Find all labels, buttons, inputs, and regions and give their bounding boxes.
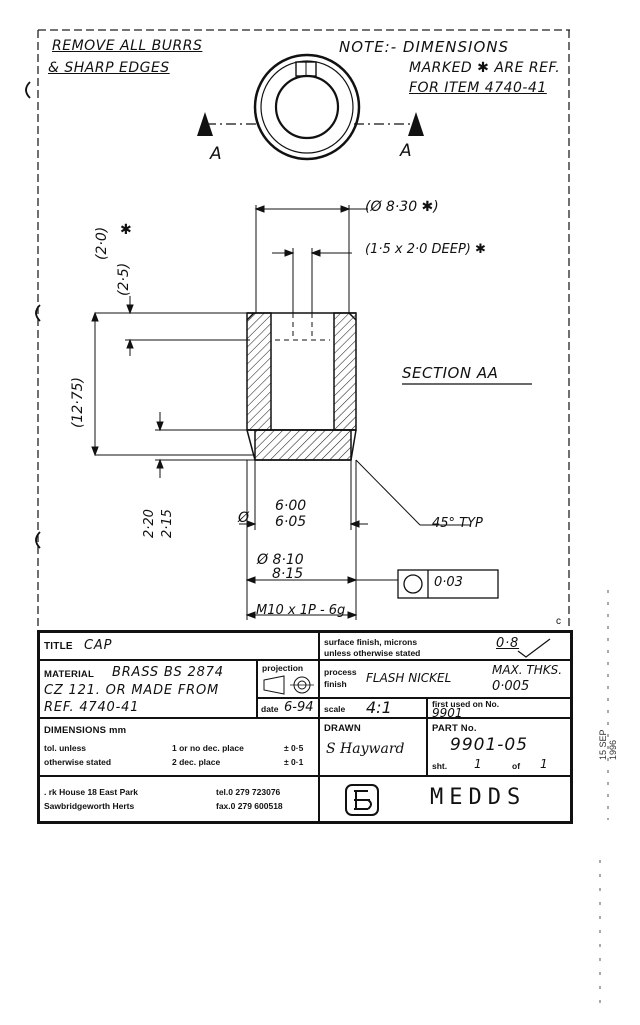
note-left-line2: & SHARP EDGES bbox=[48, 60, 170, 76]
first-used-label: first used on No. bbox=[432, 699, 500, 709]
material-line3: REF. 4740-41 bbox=[44, 700, 140, 715]
dim-bore-2: 6·05 bbox=[275, 514, 307, 530]
max-thk-label: MAX. THKS. bbox=[492, 663, 563, 677]
tol-label-1: tol. unless bbox=[44, 743, 87, 753]
projection-cell bbox=[257, 660, 319, 698]
projection-label: projection bbox=[262, 663, 304, 673]
surface-label-1: surface finish, microns bbox=[324, 637, 418, 647]
projection-symbol-icon bbox=[262, 674, 316, 696]
material-line1: BRASS BS 2874 bbox=[112, 665, 224, 680]
first-used-cell bbox=[427, 698, 571, 718]
dim-od-2: 8·15 bbox=[272, 566, 304, 582]
of-label: of bbox=[512, 761, 521, 771]
date-label: date bbox=[261, 704, 279, 714]
side-stamp: 15 SEP 1996 bbox=[598, 729, 618, 760]
part-value: 9901-05 bbox=[450, 735, 529, 755]
section-line bbox=[197, 112, 424, 136]
drawn-signature: S Hayward bbox=[326, 741, 405, 757]
dim-hole-ref: (1·5 x 2·0 DEEP) ✱ bbox=[365, 242, 486, 257]
dim-chamfer: 45° TYP bbox=[432, 516, 483, 531]
scale-value: 4:1 bbox=[366, 698, 392, 717]
concentricity-icon bbox=[404, 575, 422, 593]
date-value: 6-94 bbox=[284, 700, 314, 715]
surface-value: 0·8 bbox=[496, 636, 520, 651]
surface-cell bbox=[319, 632, 571, 660]
tel: tel.0 279 723076 bbox=[216, 787, 281, 797]
dim-thread-len-1: 2·20 bbox=[142, 509, 157, 538]
tol-row2-val: ± 0·1 bbox=[284, 757, 304, 767]
scale-cell bbox=[319, 698, 427, 718]
max-thk-value: 0·005 bbox=[492, 679, 530, 694]
dim-vert-ref-2: (2·5) bbox=[116, 262, 132, 296]
tol-row1-text: 1 or no dec. place bbox=[172, 743, 244, 753]
dim-vert-ref-1: (2·0) bbox=[94, 226, 110, 260]
title-label: TITLE bbox=[44, 641, 73, 652]
dims-label: DIMENSIONS mm bbox=[44, 725, 127, 736]
dim-dia-ref: (Ø 8·30 ✱) bbox=[365, 199, 439, 215]
corner-mark: c bbox=[556, 616, 561, 627]
dim-thread-len-2: 2·15 bbox=[160, 509, 175, 538]
note-right-line1: NOTE:- DIMENSIONS bbox=[339, 38, 510, 56]
dim-vert-ref-star: ✱ bbox=[120, 222, 132, 238]
material-label: MATERIAL bbox=[44, 669, 94, 680]
dimension-lines bbox=[92, 205, 532, 620]
dim-concentricity: 0·03 bbox=[434, 575, 463, 590]
dim-overall: (12·75) bbox=[70, 376, 86, 428]
section-title: SECTION AA bbox=[402, 364, 499, 382]
section-mark-right: A bbox=[400, 141, 412, 161]
date-cell bbox=[257, 698, 319, 718]
title-value: CAP bbox=[84, 638, 113, 653]
part-label: PART No. bbox=[432, 723, 477, 734]
top-view-ring bbox=[255, 55, 359, 159]
scale-label: scale bbox=[324, 704, 346, 714]
surface-label-2: unless otherwise stated bbox=[324, 648, 421, 658]
dim-thread: M10 x 1P - 6g bbox=[256, 603, 346, 618]
note-right-line2: MARKED ✱ ARE REF. bbox=[409, 60, 561, 76]
title-block bbox=[37, 630, 573, 824]
part-cell bbox=[427, 718, 571, 776]
address-line2: Sawbridgeworth Herts bbox=[44, 801, 135, 811]
title-cell bbox=[39, 632, 319, 660]
tol-row1-val: ± 0·5 bbox=[284, 743, 304, 753]
finish-label: finish bbox=[324, 679, 347, 689]
dims-cell bbox=[39, 718, 319, 776]
logo-cell bbox=[319, 776, 571, 822]
side-dash-marks bbox=[590, 590, 630, 1020]
dim-od-1: Ø 8·10 bbox=[257, 552, 304, 568]
dim-bore-1: 6·00 bbox=[275, 498, 307, 514]
address-cell bbox=[39, 776, 319, 822]
note-left-line1: REMOVE ALL BURRS bbox=[52, 38, 203, 54]
of-value: 1 bbox=[540, 757, 548, 771]
sht-value: 1 bbox=[474, 757, 482, 771]
section-arrow-right-icon bbox=[408, 112, 424, 136]
first-used-value: 9901 bbox=[432, 706, 463, 720]
dim-bore-phi: Ø bbox=[238, 510, 250, 526]
section-mark-left: A bbox=[210, 144, 222, 164]
process-label: process bbox=[324, 667, 357, 677]
drawing-frame bbox=[38, 30, 570, 630]
address-line1: . rk House 18 East Park bbox=[44, 787, 139, 797]
process-cell bbox=[319, 660, 571, 698]
surface-symbol-icon bbox=[516, 637, 556, 659]
material-line2: CZ 121. OR MADE FROM bbox=[44, 683, 220, 698]
company-name: MEDDS bbox=[430, 785, 527, 810]
material-cell bbox=[39, 660, 257, 718]
fax: fax.0 279 600518 bbox=[216, 801, 283, 811]
process-value: FLASH NICKEL bbox=[366, 671, 452, 685]
drawn-label: DRAWN bbox=[324, 723, 361, 734]
section-view bbox=[247, 313, 356, 460]
sht-label: sht. bbox=[432, 761, 448, 771]
company-logo-icon bbox=[344, 783, 380, 817]
note-right-line3: FOR ITEM 4740-41 bbox=[409, 80, 547, 96]
tol-label-2: otherwise stated bbox=[44, 757, 112, 767]
drawn-cell bbox=[319, 718, 427, 776]
tol-row2-text: 2 dec. place bbox=[172, 757, 221, 767]
